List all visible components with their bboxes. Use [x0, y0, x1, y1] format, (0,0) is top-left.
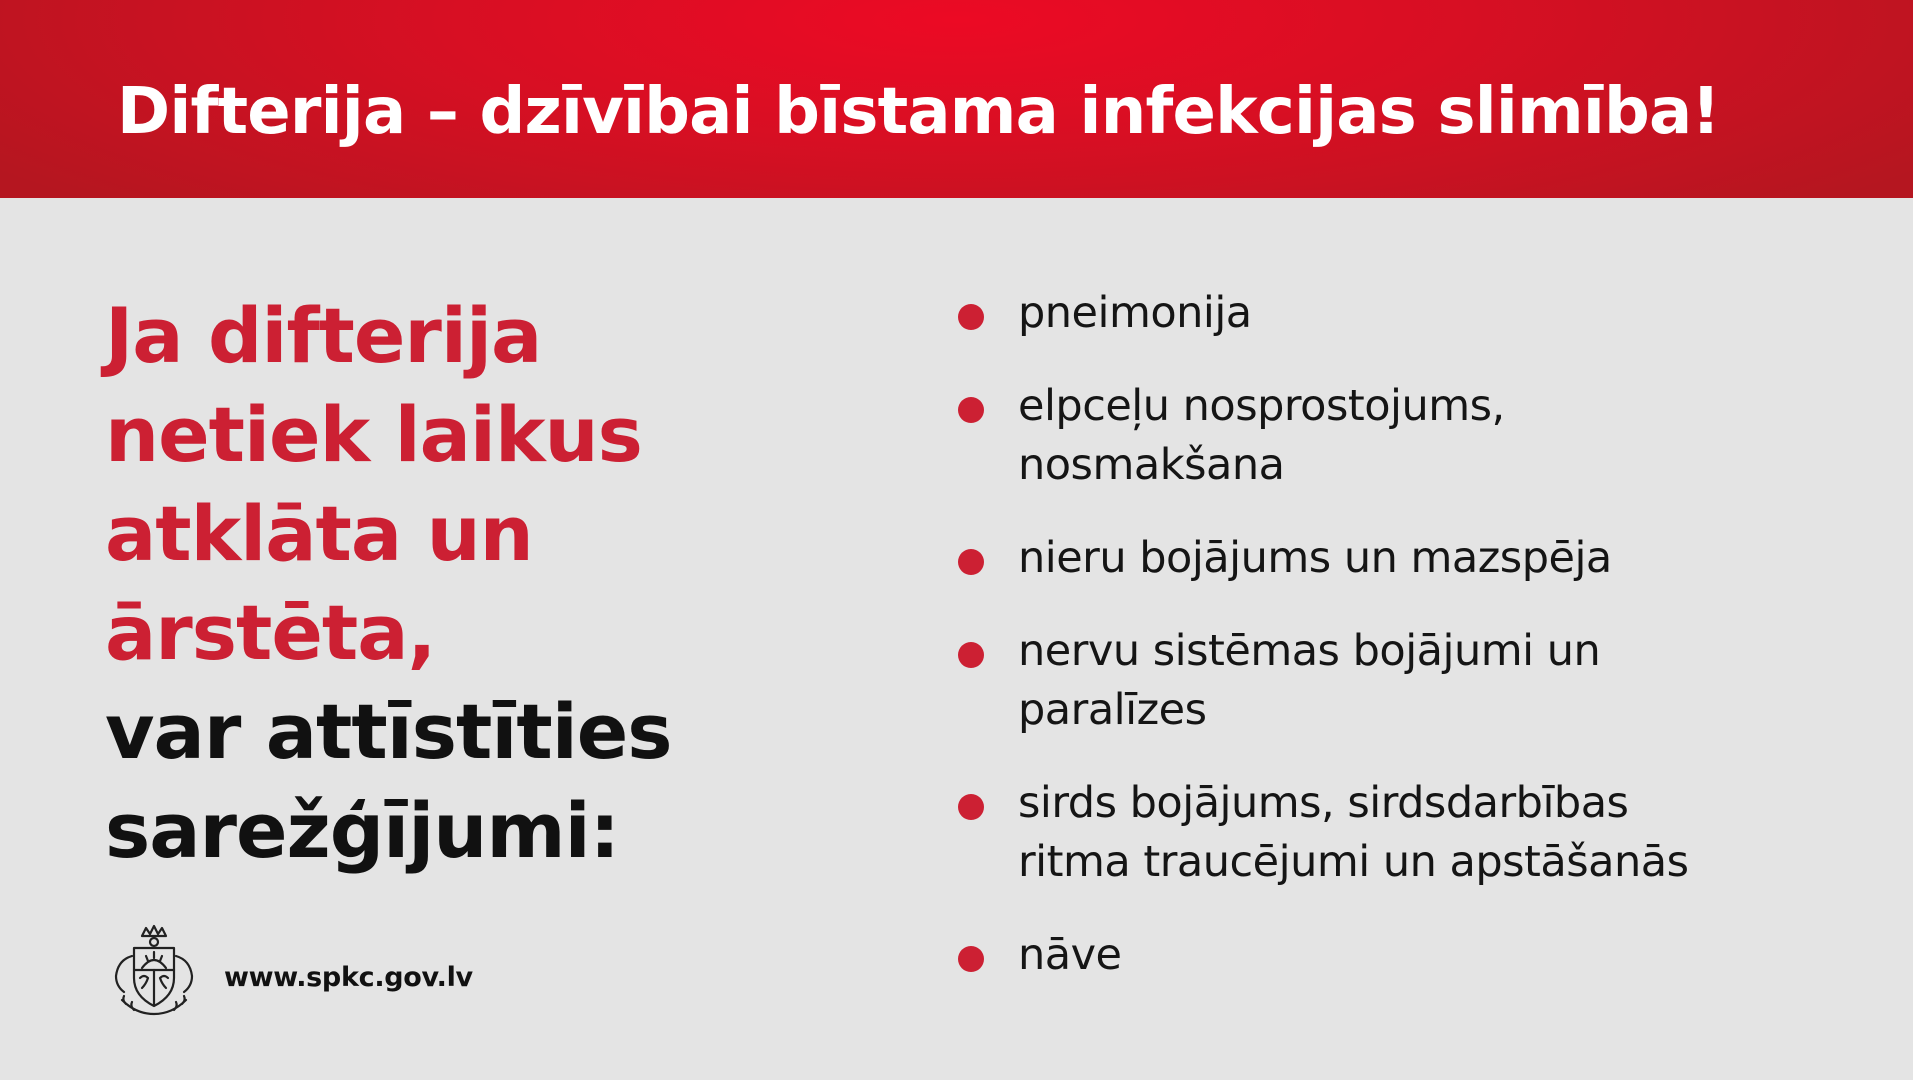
- bullet-dot-icon: [958, 946, 984, 972]
- headline: [105, 286, 905, 880]
- bullet-dot-icon: [958, 549, 984, 575]
- list-item-line: elpceļu nosprostojums,: [1018, 381, 1505, 431]
- coat-of-arms-icon: [104, 922, 204, 1022]
- list-item-line: nervu sistēmas bojājumi un: [1018, 626, 1601, 676]
- list-item: [955, 926, 1855, 985]
- bullet-dot-icon: [958, 304, 984, 330]
- list-item: [955, 774, 1855, 892]
- list-item: [955, 529, 1855, 588]
- website-url: www.spkc.gov.lv: [224, 962, 473, 993]
- bullet-dot-icon: [958, 642, 984, 668]
- list-item-line: pneimonija: [1018, 288, 1252, 338]
- list-item: [955, 377, 1855, 495]
- headline-line: ārstēta,: [105, 588, 436, 677]
- banner-title: Difterija – dzīvībai bīstama infekcijas slimība!: [117, 75, 1720, 149]
- headline-line: atklāta un: [105, 489, 533, 578]
- list-item: [955, 284, 1855, 343]
- list-item-line: nosmakšana: [1018, 440, 1285, 490]
- list-item-line: paralīzes: [1018, 685, 1207, 735]
- list-item-line: ritma traucējumi un apstāšanās: [1018, 837, 1689, 887]
- list-item-line: nāve: [1018, 930, 1122, 980]
- headline-line: netiek laikus: [105, 390, 642, 479]
- headline-line: var attīstīties: [105, 687, 672, 776]
- complications-list: [955, 284, 1855, 1019]
- list-item-line: nieru bojājums un mazspēja: [1018, 533, 1612, 583]
- bullet-dot-icon: [958, 794, 984, 820]
- bullet-dot-icon: [958, 397, 984, 423]
- title-banner: [0, 0, 1913, 198]
- list-item-line: sirds bojājums, sirdsdarbības: [1018, 778, 1629, 828]
- headline-line: sarežģījumi:: [105, 786, 620, 875]
- list-item: [955, 622, 1855, 740]
- headline-line: Ja difterija: [105, 291, 542, 380]
